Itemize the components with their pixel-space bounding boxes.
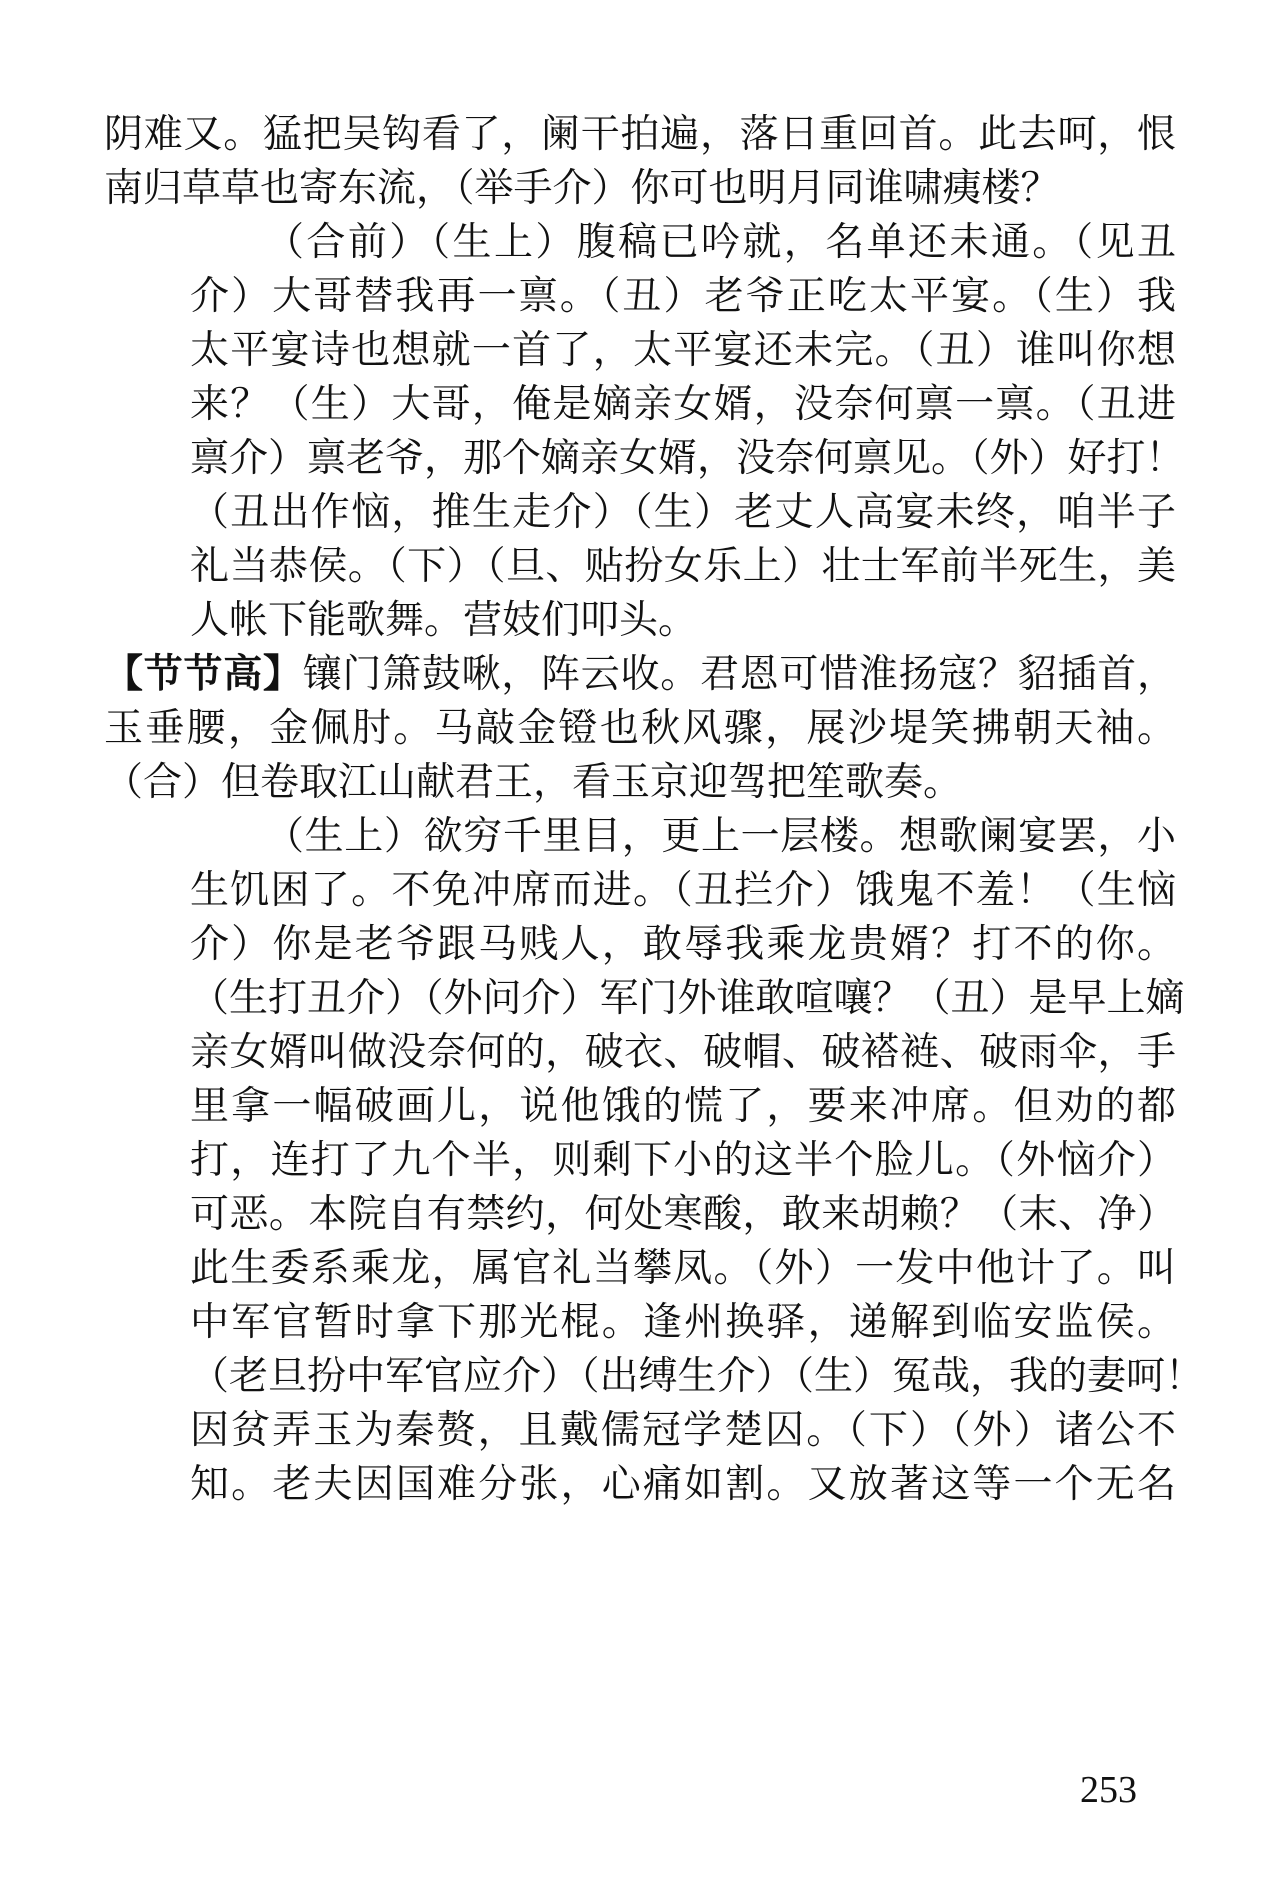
text-line: 阴难又。猛把吴钩看了，阑干拍遍，落日重回首。此去呵，恨 <box>104 112 1176 157</box>
page-number: 253 <box>1080 1769 1137 1811</box>
stage-direction-line: 此生委系乘龙，属官礼当攀凤。（外）一发中他计了。叫 <box>190 1246 1176 1291</box>
verse-line: （合）但卷取江山献君王，看玉京迎驾把笙歌奏。 <box>104 760 963 805</box>
verse-line: 【节节高】镶门箫鼓啾，阵云收。君恩可惜淮扬寇？貂插首， <box>104 652 1176 697</box>
stage-direction-line: 介）大哥替我再一禀。（丑）老爷正吃太平宴。（生）我 <box>190 274 1176 319</box>
stage-direction-line: 知。老夫因国难分张，心痛如割。又放著这等一个无名 <box>190 1462 1176 1507</box>
stage-direction-line: （丑出作恼，推生走介）（生）老丈人高宴未终，咱半子 <box>190 490 1176 535</box>
stage-direction-line: 礼当恭侯。（下）（旦、贴扮女乐上）壮士军前半死生，美 <box>190 544 1176 589</box>
stage-direction-line: 生饥困了。不免冲席而进。（丑拦介）饿鬼不羞！（生恼 <box>190 868 1176 913</box>
stage-direction-line: （老旦扮中军官应介）（出缚生介）（生）冤哉，我的妻呵！ <box>190 1354 1205 1399</box>
stage-direction-line: 里拿一幅破画儿，说他饿的慌了，要来冲席。但劝的都 <box>190 1084 1176 1129</box>
stage-direction-line: 太平宴诗也想就一首了，太平宴还未完。（丑）谁叫你想 <box>190 328 1176 373</box>
stage-direction-line: （生打丑介）（外问介）军门外谁敢喧嚷？（丑）是早上嫡 <box>190 976 1185 1021</box>
stage-direction-line: 亲女婿叫做没奈何的，破衣、破帽、破褡裢、破雨伞，手 <box>190 1030 1176 1075</box>
stage-direction-line: 人帐下能歌舞。营妓们叩头。 <box>190 598 698 643</box>
stage-direction-line: 打，连打了九个半，则剩下小的这半个脸儿。（外恼介） <box>190 1138 1176 1183</box>
tune-name: 【节节高】 <box>104 652 303 697</box>
text-line: 南归草草也寄东流，（举手介）你可也明月同谁啸痍楼？ <box>104 166 1060 211</box>
stage-direction-line: 因贫弄玉为秦赘，且戴儒冠学楚囚。（下）（外）诸公不 <box>190 1408 1176 1453</box>
stage-direction-line: （生上）欲穷千里目，更上一层楼。想歌阑宴罢，小 <box>265 814 1176 859</box>
stage-direction-line: 介）你是老爷跟马贱人，敢辱我乘龙贵婿？打不的你。 <box>190 922 1176 967</box>
stage-direction-line: 来？（生）大哥，俺是嫡亲女婿，没奈何禀一禀。（丑进 <box>190 382 1176 427</box>
stage-direction-line: （合前）（生上）腹稿已吟就，名单还未通。（见丑 <box>265 220 1176 265</box>
stage-direction-line: 中军官暂时拿下那光棍。逢州换驿，递解到临安监侯。 <box>190 1300 1176 1345</box>
stage-direction-line: 可恶。本院自有禁约，何处寒酸，敢来胡赖？（末、净） <box>190 1192 1176 1237</box>
verse-line: 玉垂腰，金佩肘。马敲金镫也秋风骤，展沙堤笑拂朝天袖。 <box>104 706 1176 751</box>
stage-direction-line: 禀介）禀老爷，那个嫡亲女婿，没奈何禀见。（外）好打！ <box>190 436 1185 481</box>
